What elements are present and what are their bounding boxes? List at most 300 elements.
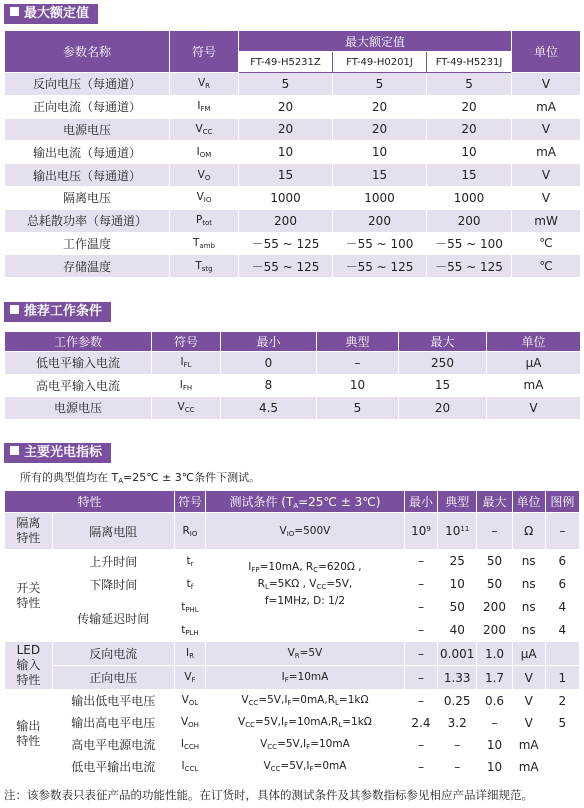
value-model-1: －55 ~ 125 bbox=[239, 232, 333, 255]
max-value: 50 bbox=[477, 573, 512, 596]
typ-base: 10 bbox=[445, 524, 461, 538]
symbol-subscript: FM bbox=[200, 105, 211, 114]
symbol-letter: T bbox=[193, 236, 200, 249]
symbol-cell bbox=[170, 164, 239, 187]
unit-cell: V bbox=[487, 397, 581, 420]
header-symbol: 符号 bbox=[174, 491, 205, 513]
cond-text: =10mA bbox=[288, 671, 329, 683]
max-value: 50 bbox=[477, 550, 512, 573]
table-row bbox=[5, 374, 581, 397]
param-name: 高电平输入电流 bbox=[5, 374, 152, 397]
cond-text: R bbox=[257, 578, 265, 590]
value-model-3: －55 ~ 100 bbox=[427, 232, 512, 255]
typ-value: 25 bbox=[438, 550, 477, 573]
cond-text: V bbox=[263, 760, 271, 772]
param-name: 上升时间 bbox=[52, 550, 174, 573]
max-ratings-body bbox=[5, 73, 581, 278]
table-row bbox=[5, 186, 581, 209]
param-name: 存储温度 bbox=[5, 255, 170, 278]
symbol-cell bbox=[174, 666, 205, 690]
unit-cell: mA bbox=[512, 734, 545, 756]
symbol-cell bbox=[170, 95, 239, 118]
unit-cell: mA bbox=[512, 756, 545, 778]
table-row bbox=[5, 712, 580, 734]
symbol-cell bbox=[174, 596, 205, 619]
value-model-3: 200 bbox=[427, 209, 512, 232]
cond-text: V bbox=[238, 716, 246, 728]
header-symbol: 符号 bbox=[170, 31, 239, 73]
header-unit: 单位 bbox=[512, 491, 545, 513]
symbol-subscript: CCL bbox=[184, 765, 199, 773]
header-typ: 典型 bbox=[438, 491, 477, 513]
cond-text: =1kΩ bbox=[338, 694, 369, 706]
param-name: 电源电压 bbox=[5, 118, 170, 141]
value-model-2: 5 bbox=[333, 73, 427, 96]
symbol-letter: I bbox=[180, 356, 184, 369]
table-row bbox=[5, 513, 580, 550]
header-figure: 图例 bbox=[545, 491, 579, 513]
param-name: 电源电压 bbox=[5, 397, 152, 420]
value-model-2: －55 ~ 100 bbox=[333, 232, 427, 255]
test-condition bbox=[205, 756, 404, 778]
cond-sub: R bbox=[294, 652, 300, 660]
symbol-cell bbox=[174, 756, 205, 778]
cond-text: I bbox=[281, 671, 285, 683]
unit-cell: V bbox=[512, 690, 545, 712]
header-min: 最小 bbox=[404, 491, 437, 513]
figure-ref: 6 bbox=[545, 550, 579, 573]
symbol-letter: t bbox=[186, 577, 191, 590]
square-bullet-icon bbox=[10, 446, 19, 455]
cond-text: =10mA bbox=[310, 738, 350, 750]
value-model-1: 20 bbox=[239, 95, 333, 118]
symbol-letter: R bbox=[182, 524, 190, 537]
unit-cell: ℃ bbox=[512, 232, 581, 255]
table-row bbox=[5, 397, 581, 420]
header-symbol: 符号 bbox=[152, 332, 221, 352]
symbol-subscript: FH bbox=[182, 383, 193, 392]
cond-text: =5V,I bbox=[277, 738, 307, 750]
header-work-param: 工作参数 bbox=[5, 332, 152, 352]
symbol-subscript: O bbox=[204, 173, 211, 182]
param-name: 高电平电源电流 bbox=[52, 734, 174, 756]
symbol-letter: V bbox=[197, 168, 205, 181]
cond-sub: F bbox=[306, 743, 311, 751]
symbol-subscript: IO bbox=[203, 196, 212, 205]
symbol-subscript: R bbox=[205, 82, 211, 91]
typ-value: 0.25 bbox=[438, 690, 477, 712]
unit-cell: mW bbox=[512, 209, 581, 232]
max-ratings-table bbox=[4, 30, 581, 278]
unit-cell: ns bbox=[512, 573, 545, 596]
cond-text: =10mA, R bbox=[259, 561, 314, 573]
unit-cell: μA bbox=[487, 352, 581, 375]
header-typ: 典型 bbox=[317, 332, 399, 352]
symbol-cell bbox=[152, 374, 221, 397]
symbol-cell bbox=[174, 550, 205, 573]
symbol-subscript: amb bbox=[199, 241, 215, 250]
cond-line-2 bbox=[206, 577, 404, 594]
param-name: 工作温度 bbox=[5, 232, 170, 255]
table-row bbox=[5, 73, 581, 96]
min-value: – bbox=[404, 690, 437, 712]
recommended-conditions-table bbox=[4, 331, 581, 420]
symbol-cell bbox=[174, 573, 205, 596]
cond-sub: L bbox=[338, 721, 343, 729]
symbol-cell bbox=[152, 352, 221, 375]
unit-cell: μA bbox=[512, 642, 545, 666]
max-value: 10 bbox=[477, 734, 512, 756]
header-unit: 单位 bbox=[512, 31, 581, 73]
value-model-2: 1000 bbox=[333, 186, 427, 209]
symbol-letter: I bbox=[181, 760, 185, 772]
min-base: 10 bbox=[411, 524, 427, 538]
param-name: 输出电流（每通道） bbox=[5, 141, 170, 164]
symbol-letter: t bbox=[181, 600, 186, 613]
cond-line-3: f=1MHz, D: 1/2 bbox=[264, 595, 346, 607]
cond-text: V bbox=[279, 524, 287, 537]
header-max: 最大 bbox=[399, 332, 487, 352]
symbol-cell bbox=[174, 712, 205, 734]
header-unit: 单位 bbox=[487, 332, 581, 352]
cond-sub: CC bbox=[267, 743, 278, 751]
typ-value: 10 bbox=[317, 374, 399, 397]
typ-value: – bbox=[438, 734, 477, 756]
max-value: 200 bbox=[477, 619, 512, 642]
param-name: 正向电流（每通道） bbox=[5, 95, 170, 118]
symbol-subscript: tot bbox=[202, 219, 213, 228]
header-param-name: 参数名称 bbox=[5, 31, 170, 73]
table-row bbox=[5, 95, 581, 118]
square-bullet-icon bbox=[10, 7, 19, 16]
header-model-1: FT-49-H5231Z bbox=[239, 52, 333, 73]
section-title-optoelectronic: 主要光电指标 bbox=[4, 443, 111, 463]
typ-value: 5 bbox=[317, 397, 399, 420]
typ-value: – bbox=[317, 352, 399, 375]
table-row bbox=[5, 734, 580, 756]
table-row bbox=[5, 642, 580, 666]
symbol-subscript: OL bbox=[188, 699, 199, 707]
symbol-letter: V bbox=[197, 77, 206, 90]
cond-text: =0mA,R bbox=[291, 694, 335, 706]
table-row bbox=[5, 255, 581, 278]
value-model-3: 15 bbox=[427, 164, 512, 187]
value-model-1: 10 bbox=[239, 141, 333, 164]
figure-ref bbox=[545, 756, 579, 778]
value-model-2: 200 bbox=[333, 209, 427, 232]
cond-text: =5V,I bbox=[280, 760, 310, 772]
header-max: 最大 bbox=[477, 491, 512, 513]
value-model-2: 20 bbox=[333, 95, 427, 118]
test-condition-blank bbox=[205, 619, 404, 642]
symbol-subscript: OM bbox=[199, 150, 212, 159]
cond-text: =1kΩ bbox=[342, 716, 372, 728]
cond-sub: CC bbox=[316, 583, 327, 591]
max-value: 1.7 bbox=[477, 666, 512, 690]
cond-sub: FP bbox=[251, 566, 260, 574]
param-name: 总耗散功率（每通道） bbox=[5, 209, 170, 232]
unit-cell: ns bbox=[512, 596, 545, 619]
header-max-rating: 最大额定值 bbox=[239, 31, 512, 52]
group-switching: 开关 特性 bbox=[5, 550, 53, 642]
min-value: 0 bbox=[221, 352, 317, 375]
header-characteristic: 特性 bbox=[5, 491, 175, 513]
value-model-3: 5 bbox=[427, 73, 512, 96]
group-output: 输出 特性 bbox=[5, 690, 53, 778]
test-condition bbox=[205, 712, 404, 734]
param-name: 低电平输出电流 bbox=[52, 756, 174, 778]
section-title-max-ratings: 最大额定值 bbox=[4, 4, 98, 24]
cond-sub: CC bbox=[248, 699, 259, 707]
unit-cell: mA bbox=[512, 95, 581, 118]
min-value: – bbox=[404, 596, 437, 619]
value-model-1: 20 bbox=[239, 118, 333, 141]
figure-ref: 6 bbox=[545, 573, 579, 596]
param-name: 下降时间 bbox=[52, 573, 174, 596]
test-condition-note: 所有的典型值均在 $T_A=25℃$ ± 3℃条件下测试。 bbox=[20, 471, 261, 485]
table-row bbox=[5, 232, 581, 255]
unit-cell: Ω bbox=[512, 513, 545, 550]
figure-ref bbox=[545, 642, 579, 666]
max-value: 0.6 bbox=[477, 690, 512, 712]
figure-ref: 1 bbox=[545, 666, 579, 690]
value-model-2: 10 bbox=[333, 141, 427, 164]
optoelectronic-table bbox=[4, 490, 580, 778]
figure-ref: – bbox=[545, 513, 579, 550]
symbol-subscript: CC bbox=[184, 406, 195, 415]
cond-sub: F bbox=[287, 699, 292, 707]
max-value: 1.0 bbox=[477, 642, 512, 666]
param-name: 低电平输入电流 bbox=[5, 352, 152, 375]
symbol-letter: t bbox=[186, 554, 191, 567]
test-condition bbox=[205, 690, 404, 712]
min-value: – bbox=[404, 756, 437, 778]
symbol-subscript: CC bbox=[202, 127, 213, 136]
symbol-letter: V bbox=[181, 694, 189, 706]
typ-exponent: 11 bbox=[460, 525, 470, 533]
cond-text: =5KΩ , V bbox=[268, 578, 317, 590]
typ-value: – bbox=[438, 756, 477, 778]
max-value: 15 bbox=[399, 374, 487, 397]
value-model-1: 5 bbox=[239, 73, 333, 96]
footnote: 注：该参数表只表征产品的功能性能。在订货时，具体的测试条件及其参数指标参见相应产品详细规范。 bbox=[4, 788, 533, 802]
symbol-letter: I bbox=[179, 378, 183, 391]
cond-sub: F bbox=[284, 721, 289, 729]
figure-ref: 4 bbox=[545, 619, 579, 642]
table-row bbox=[5, 118, 581, 141]
symbol-cell bbox=[170, 232, 239, 255]
symbol-letter: I bbox=[196, 145, 200, 158]
unit-cell: V bbox=[512, 73, 581, 96]
cond-text: V bbox=[287, 647, 295, 659]
param-name: 输出低电平电压 bbox=[52, 690, 174, 712]
value-model-1: 15 bbox=[239, 164, 333, 187]
min-value: – bbox=[404, 619, 437, 642]
table-row bbox=[5, 141, 581, 164]
test-condition bbox=[205, 642, 404, 666]
table-row bbox=[5, 756, 580, 778]
cond-sub: F bbox=[309, 765, 314, 773]
typ-value: 10 bbox=[438, 573, 477, 596]
cond-sub: F bbox=[284, 676, 289, 684]
unit-cell: ns bbox=[512, 550, 545, 573]
symbol-subscript: f bbox=[190, 582, 194, 591]
symbol-subscript: r bbox=[190, 559, 194, 568]
param-name: 输出高电平电压 bbox=[52, 712, 174, 734]
header-min: 最小 bbox=[221, 332, 317, 352]
unit-cell: ℃ bbox=[512, 255, 581, 278]
value-model-3: 20 bbox=[427, 95, 512, 118]
value-model-1: 200 bbox=[239, 209, 333, 232]
symbol-letter: I bbox=[180, 738, 184, 750]
symbol-letter: V bbox=[196, 191, 204, 204]
value-model-3: －55 ~ 125 bbox=[427, 255, 512, 278]
unit-cell: V bbox=[512, 118, 581, 141]
symbol-subscript: IO bbox=[189, 529, 198, 538]
cond-sub: CC bbox=[270, 765, 281, 773]
table-row bbox=[5, 666, 580, 690]
symbol-subscript: OH bbox=[188, 721, 199, 729]
figure-ref bbox=[545, 734, 579, 756]
value-model-1: 1000 bbox=[239, 186, 333, 209]
symbol-letter: V bbox=[177, 401, 185, 414]
test-condition bbox=[205, 513, 404, 550]
min-exponent: 9 bbox=[426, 525, 431, 533]
symbol-cell bbox=[174, 690, 205, 712]
unit-cell: V bbox=[512, 186, 581, 209]
cond-text: =5V,I bbox=[258, 694, 288, 706]
cond-text: =0mA bbox=[313, 760, 347, 772]
cond-sub: IO bbox=[286, 529, 295, 538]
symbol-cell bbox=[170, 255, 239, 278]
max-value: 200 bbox=[477, 596, 512, 619]
cond-sub: CC bbox=[245, 721, 255, 729]
symbol-cell bbox=[174, 513, 205, 550]
cond-text: =500V bbox=[294, 524, 331, 537]
cond-text: =5V bbox=[299, 647, 323, 659]
param-name: 输出电压（每通道） bbox=[5, 164, 170, 187]
min-value: – bbox=[404, 573, 437, 596]
group-led-input: LED 输入 特性 bbox=[5, 642, 53, 690]
symbol-letter: V bbox=[195, 122, 203, 135]
max-value: 250 bbox=[399, 352, 487, 375]
symbol-subscript: FL bbox=[183, 361, 192, 370]
symbol-letter: t bbox=[181, 623, 186, 636]
section-title-recommended: 推荐工作条件 bbox=[4, 302, 111, 322]
cond-text: =5V, bbox=[326, 578, 353, 590]
symbol-cell bbox=[174, 734, 205, 756]
symbol-cell bbox=[170, 73, 239, 96]
table-row bbox=[5, 550, 580, 573]
cond-line-1 bbox=[206, 560, 404, 577]
param-name: 正向电压 bbox=[52, 666, 174, 690]
symbol-cell bbox=[170, 186, 239, 209]
param-name: 隔离电阻 bbox=[52, 513, 174, 550]
param-name: 反向电压（每通道） bbox=[5, 73, 170, 96]
symbol-cell bbox=[170, 209, 239, 232]
symbol-letter: P bbox=[195, 214, 203, 227]
test-condition bbox=[205, 734, 404, 756]
unit-cell: mA bbox=[487, 374, 581, 397]
figure-ref: 4 bbox=[545, 596, 579, 619]
typ-value: 40 bbox=[438, 619, 477, 642]
symbol-letter: I bbox=[185, 647, 190, 659]
value-model-3: 1000 bbox=[427, 186, 512, 209]
symbol-letter: V bbox=[180, 716, 189, 728]
typ-value: 0.001 bbox=[438, 642, 477, 666]
min-value: – bbox=[404, 734, 437, 756]
symbol-cell bbox=[174, 642, 205, 666]
cond-text: V bbox=[241, 694, 249, 706]
max-value: 20 bbox=[399, 397, 487, 420]
unit-cell: V bbox=[512, 164, 581, 187]
cond-text: =10mA,R bbox=[288, 716, 339, 728]
typ-value bbox=[438, 513, 477, 550]
symbol-letter: V bbox=[184, 671, 192, 683]
typ-value: 50 bbox=[438, 596, 477, 619]
min-value: – bbox=[404, 666, 437, 690]
value-model-2: 15 bbox=[333, 164, 427, 187]
table-row bbox=[5, 164, 581, 187]
symbol-letter: T bbox=[195, 259, 202, 272]
symbol-cell bbox=[174, 619, 205, 642]
square-bullet-icon bbox=[10, 305, 19, 314]
value-model-1: －55 ~ 125 bbox=[239, 255, 333, 278]
symbol-subscript: R bbox=[189, 652, 194, 660]
recommended-body bbox=[5, 352, 581, 420]
cond-sub: C bbox=[313, 566, 319, 574]
max-value: 10 bbox=[477, 756, 512, 778]
header-model-2: FT-49-H0201J bbox=[333, 52, 427, 73]
symbol-subscript: PLH bbox=[185, 628, 199, 637]
header-model-3: FT-49-H5231J bbox=[427, 52, 512, 73]
group-isolation: 隔离 特性 bbox=[5, 513, 53, 550]
symbol-subscript: stg bbox=[201, 264, 213, 273]
table-row bbox=[5, 209, 581, 232]
table-row bbox=[5, 352, 581, 375]
value-model-3: 10 bbox=[427, 141, 512, 164]
symbol-subscript: PHL bbox=[185, 605, 199, 614]
cond-sub: L bbox=[264, 583, 269, 591]
typ-value: 3.2 bbox=[438, 712, 477, 734]
test-condition bbox=[205, 666, 404, 690]
min-value: 8 bbox=[221, 374, 317, 397]
max-value: – bbox=[477, 513, 512, 550]
symbol-cell bbox=[152, 397, 221, 420]
figure-ref: 2 bbox=[545, 690, 579, 712]
unit-cell: V bbox=[512, 666, 545, 690]
param-name: 隔离电压 bbox=[5, 186, 170, 209]
unit-cell: ns bbox=[512, 619, 545, 642]
symbol-subscript: F bbox=[191, 676, 196, 684]
header-test-condition: 测试条件 ($T_A=25℃$ ± 3℃) bbox=[205, 491, 404, 513]
value-model-2: －55 ~ 125 bbox=[333, 255, 427, 278]
cond-text: I bbox=[248, 561, 252, 573]
optoelectronic-body bbox=[5, 513, 580, 778]
min-value: – bbox=[404, 642, 437, 666]
min-value: – bbox=[404, 550, 437, 573]
max-value: – bbox=[477, 712, 512, 734]
symbol-letter: I bbox=[197, 100, 201, 113]
min-value: 2.4 bbox=[404, 712, 437, 734]
value-model-3: 20 bbox=[427, 118, 512, 141]
typ-value: 1.33 bbox=[438, 666, 477, 690]
min-value bbox=[404, 513, 437, 550]
unit-cell: V bbox=[512, 712, 545, 734]
value-model-2: 20 bbox=[333, 118, 427, 141]
cond-text: =5V,I bbox=[255, 716, 285, 728]
cond-text: =620Ω , bbox=[318, 561, 362, 573]
